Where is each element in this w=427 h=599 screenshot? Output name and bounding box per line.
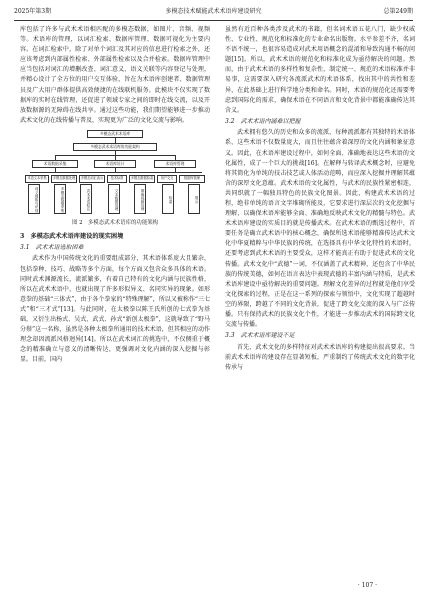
fig-node-l3-5: 用户交互 [157,175,177,183]
figure-caption: 图 2 多模态武术术语库的功能架构 [71,219,158,226]
right-column [225,25,415,373]
page-number: · 107 · [357,582,377,589]
subsection-heading: 3.1 武术术语选取困难 [20,243,84,251]
fig-node-l4-6: 展示 [188,184,200,214]
fig-node-l3-2: 多模态词汇表示 [79,175,105,183]
fig-node-top: 多模态武术术语库 [87,130,143,138]
fig-node-l4-5: 检索 [162,184,174,214]
fig-node-l3-4: 多模态数据检索 [129,175,155,183]
fig-node-l3-1: 多模态数据处理 [51,175,77,183]
subsection-heading: 3.2 武术术语内涵难以把握 [225,117,301,125]
section-heading: 3 多模态武术术语库建设的现实困境 [20,232,124,240]
fig-node-l3-0: 术语文本采集 [25,175,49,183]
fig-node-l3-6: 数据库管理 [179,175,205,183]
fig-node-l2-0: 术语数据采集 [32,160,78,168]
running-header-title: 多模态技术赋能武术术语库建设研究 [165,8,262,15]
paragraph: 武术拥有悠久的历史和众多的流派，每种流派都有其独特的术语体系，这些术语不仅数量庞大，而且往往蕴含着深厚的文化内涵和象征意义。因此，在术语库建设过程中，如何全面、准确地表达这些术语的文化属性，成了一个巨大的挑战[16]。在解释与转译武术概念时，应避免将其简化为单纯的技击技艺或人体活动范畴，而应深入挖掘并理解其蕴含的深厚文化意蕴。武术术语的文化属性，与武术的民族性紧密相连，共同织就了一幅独具特色的民族文化图景。因此，构建武术术语的过程，绝非单纯的语言文字堆砌所能及，它要求进行深层次的文化挖掘与理解，以确保术语库能够全面、准确地反映武术文化的精髓与特色。武术术语库建设的实质目的就是传播武术。在武术术语的甄选过程中，首要任务是确立武术语中的核心概念，确保所选术语能够精准传达武术文化中华夏精粹与中华民族的传统，在选择具有中华文化特性的术语时，还要考虑到武术术语的主要受众，这样才能真正有助于促进武术的文化传播。武术文化中“武德”一词，不仅涵盖了武术精神，还包含了中华民族的传统美德，如何在语言表达中表现武德的丰富内涵与特质，是武术术语库建设中亟待解决的重要问题。理解文化差异的过程就是他们享受文化探索的过程，正是在这一系列的探索与领悟中，文化实现了超越时空的界限，跨越了不同的文化背景，促进了跨文化交流的深入与广泛传播。只有保持武术的民族文化个性，才能进一步推动武术的国际跨文化交流与传播。 [225,129,415,329]
fig-node-l2-1: 术语库设计 [94,160,136,168]
paragraph: 武术作为中国传统文化的重要组成部分，其术语体系庞大且繁杂，包括拳种、技巧、战略等多个方面，每个方面又包含众多具体的术语。同时武术渊源流长，流派繁多，有着自己特有的文化内涵与民族性格，所以在武术术语中，也就出现了许多形似异义、名同实异的现象。如形意拳的基础“三体式”，由于各个拳家的“特殊理解”，所以又被称作“三七式”和“三才式”[13]。与此同时，在太极拳以陈王氏所创的七式拳为基础，又衍生出杨式、吴式、武式、孙式“新创太极拳”，这就导致了“野马分鬃”这一名称，虽然是各种太极拳所通用的技术术语，但其相应的动作理念却因流派风格迥异[14]。所以在武术词汇的挑选中，不仅侧重于概念的精准确立与意义的清晰传达，更强调对文化内涵的深入挖掘与彰显。目前，国内 [20,255,210,364]
fig-node-l4-0: 词义提取与识别 [28,184,40,214]
paragraph: 库包括了许多与武术术语相匹配的多模态数据，如图片、音频、视频等。术语库的管理，以词汇检索、数据库管理、数据可视化为主要内容。在词汇检索中，除了对单个词汇及其对应的信息进行检索之外，还应该考虑到内部属性检索、外部属性检索以及合并检索。数据库管理中应当包括对词汇的增删改查、词汇意义、语义关联等内容登记与处理，并精心设计了全方位的用户交互体验，旨在为术语库创建者、数据管理员及广大用户群体提供高效便捷的在线联机服务。此模块不仅实现了数据库的实时在线管理，还促进了领域专家之间的即时在线交流，以及开放数据源的无障碍在线共享。通过这些功能，我们期望能够进一步推动武术文化的在线传播与普及，实现更为广泛的文化交流与影响。 [20,26,210,124]
running-header-issue: 2025年第3期 [14,8,52,15]
fig-node-l3-3: 技术标准 [107,175,127,183]
fig-node-l4-4: 图像视频处理 [134,184,146,214]
fig-node-l2-2: 术语库管理 [154,160,196,168]
fig-node-l4-2: 武术术语标注 [80,184,92,214]
fig-node-l4-1: 多模态数据采集 [54,184,66,214]
fig-node-mid: 多模态武术术语库的功能架构 [73,143,157,151]
running-header-total-issue: 总第249期 [383,8,413,15]
left-column [20,25,210,365]
paragraph: 首先，武术文化的多样特征对武术术语库的构建提出很高要求。当前武术术语库的建设存在显著短板，严重制约了传统武术文化的数字化传承与 [225,343,415,371]
subsection-heading: 3.3 武术术语库建设不足 [225,332,295,340]
architecture-figure [24,130,206,218]
header-rule [14,20,413,21]
paragraph: 虽然有近百种各类涉及武术的书籍，但名词术语五花八门，缺少权威性、专业性、规范化和标准化的专业命名出版物。水平参差不齐，名词不语不统一，也很容易造成对武术用语概念的混淆和导致沟通不畅的问题[15]。所以，武术术语的规范化和标准化成为亟待解决的问题。然而，由于武术术语的多样性和复杂性，制定统一、规范的术语标准并非易事，这需要深入研究各流派武术的术语体系，找出其中的共性和差异，在此基础上进行科学地分类和命名。同时，术语的规范化还需要考虑到国际化的需求，确保术语在不同语言和文化背景中都能准确传达其含义。 [225,26,415,114]
fig-node-l4-3: 文本数据处理 [108,184,120,214]
